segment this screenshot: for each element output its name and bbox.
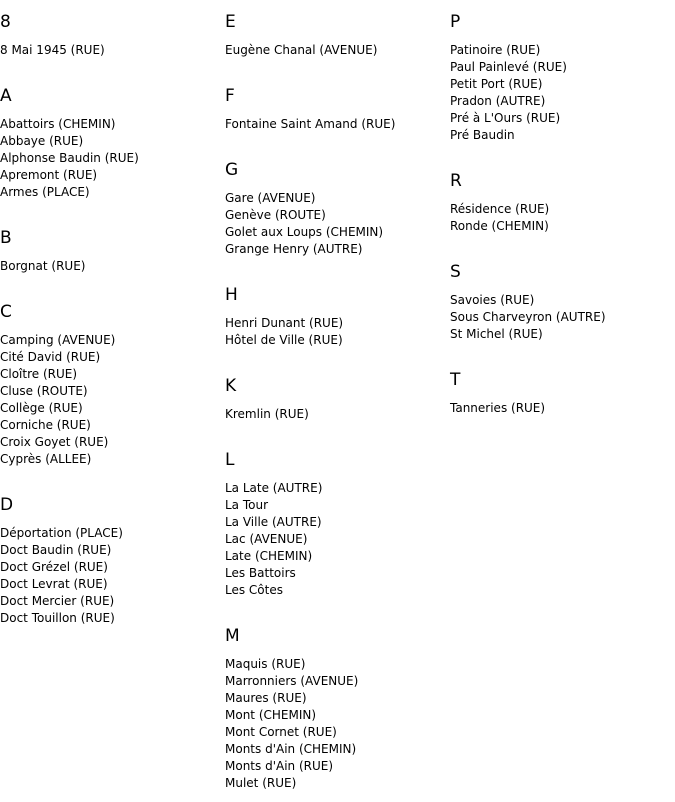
street-item: Cloître (RUE) [0,367,78,381]
street-item: Hôtel de Ville (RUE) [225,333,343,347]
street-item: Doct Levrat (RUE) [0,577,108,591]
street-item: Henri Dunant (RUE) [225,316,344,330]
section-letter-heading: H [225,285,238,305]
street-item: Les Côtes [225,583,283,597]
section-letter-heading: D [0,495,14,515]
letter-section [225,0,450,59]
street-list [450,201,675,235]
letter-section [0,0,225,59]
section-letter-heading: 8 [0,12,11,32]
street-item: Doct Grézel (RUE) [0,560,108,574]
letter-section [0,216,225,275]
section-letter-heading: C [0,302,12,322]
street-item: Genève (ROUTE) [225,208,326,222]
index-column [450,0,675,417]
street-item: Late (CHEMIN) [225,549,313,563]
street-list [0,42,225,59]
street-list [225,656,450,792]
letter-section [0,74,225,201]
street-item: Cluse (ROUTE) [0,384,88,398]
section-letter-heading: A [0,86,12,106]
street-item: Monts d'Ain (CHEMIN) [225,742,357,756]
letter-section [450,358,675,417]
street-list [0,525,225,627]
street-item: Armes (PLACE) [0,185,90,199]
street-item: Résidence (RUE) [450,202,550,216]
street-list [225,190,450,258]
street-item: Lac (AVENUE) [225,532,308,546]
street-list [225,480,450,599]
section-letter-heading: F [225,86,235,106]
street-item: Cyprès (ALLEE) [0,452,92,466]
letter-section [450,0,675,144]
street-item: Sous Charveyron (AUTRE) [450,310,606,324]
street-item: Grange Henry (AUTRE) [225,242,363,256]
section-letter-heading: L [225,450,235,470]
street-item: Maquis (RUE) [225,657,306,671]
street-item: La Tour [225,498,269,512]
street-list [0,116,225,201]
street-item: Cité David (RUE) [0,350,101,364]
street-item: Pradon (AUTRE) [450,94,546,108]
section-letter-heading: B [0,228,12,248]
street-list [0,332,225,468]
street-item: La Late (AUTRE) [225,481,323,495]
street-item: Doct Touillon (RUE) [0,611,115,625]
section-letter-heading: R [450,171,462,191]
street-list [0,258,225,275]
street-item: Les Battoirs [225,566,296,580]
section-letter-heading: S [450,262,461,282]
street-item: Kremlin (RUE) [225,407,309,421]
street-item: Mulet (RUE) [225,776,297,790]
street-item: Camping (AVENUE) [0,333,116,347]
street-item: Pré à L'Ours (RUE) [450,111,561,125]
section-letter-heading: P [450,12,461,32]
street-item: Doct Mercier (RUE) [0,594,115,608]
street-item: Monts d'Ain (RUE) [225,759,334,773]
street-item: Mont (CHEMIN) [225,708,317,722]
letter-section [450,250,675,343]
street-item: 8 Mai 1945 (RUE) [0,43,105,57]
street-item: Alphonse Baudin (RUE) [0,151,139,165]
street-item: Abattoirs (CHEMIN) [0,117,116,131]
street-item: Déportation (PLACE) [0,526,123,540]
letter-section [225,614,450,792]
street-item: Mont Cornet (RUE) [225,725,337,739]
street-item: Eugène Chanal (AVENUE) [225,43,378,57]
letter-section [0,483,225,627]
letter-section [225,74,450,133]
section-letter-heading: G [225,160,239,180]
street-item: Corniche (RUE) [0,418,91,432]
section-letter-heading: M [225,626,240,646]
street-item: La Ville (AUTRE) [225,515,322,529]
street-list [225,406,450,423]
street-list [450,292,675,343]
street-item: Gare (AVENUE) [225,191,316,205]
street-list [225,42,450,59]
street-list [450,42,675,144]
street-item: Collège (RUE) [0,401,83,415]
street-list [450,400,675,417]
street-item: Paul Painlevé (RUE) [450,60,567,74]
street-item: Maures (RUE) [225,691,307,705]
letter-section [0,290,225,468]
street-item: Savoies (RUE) [450,293,535,307]
street-item: St Michel (RUE) [450,327,543,341]
street-item: Croix Goyet (RUE) [0,435,109,449]
street-item: Doct Baudin (RUE) [0,543,112,557]
street-item: Abbaye (RUE) [0,134,84,148]
section-letter-heading: K [225,376,237,396]
index-column [0,0,225,627]
street-item: Apremont (RUE) [0,168,98,182]
street-item: Petit Port (RUE) [450,77,543,91]
street-item: Tanneries (RUE) [450,401,546,415]
section-letter-heading: T [450,370,461,390]
street-item: Patinoire (RUE) [450,43,541,57]
street-list [225,315,450,349]
street-list [225,116,450,133]
letter-section [225,148,450,258]
letter-section [225,364,450,423]
street-item: Golet aux Loups (CHEMIN) [225,225,384,239]
index-column [225,0,450,792]
letter-section [225,438,450,599]
street-item: Pré Baudin [450,128,515,142]
letter-section [225,273,450,349]
street-item: Borgnat (RUE) [0,259,86,273]
street-item: Ronde (CHEMIN) [450,219,549,233]
letter-section [450,159,675,235]
section-letter-heading: E [225,12,236,32]
street-item: Marronniers (AVENUE) [225,674,359,688]
street-item: Fontaine Saint Amand (RUE) [225,117,396,131]
